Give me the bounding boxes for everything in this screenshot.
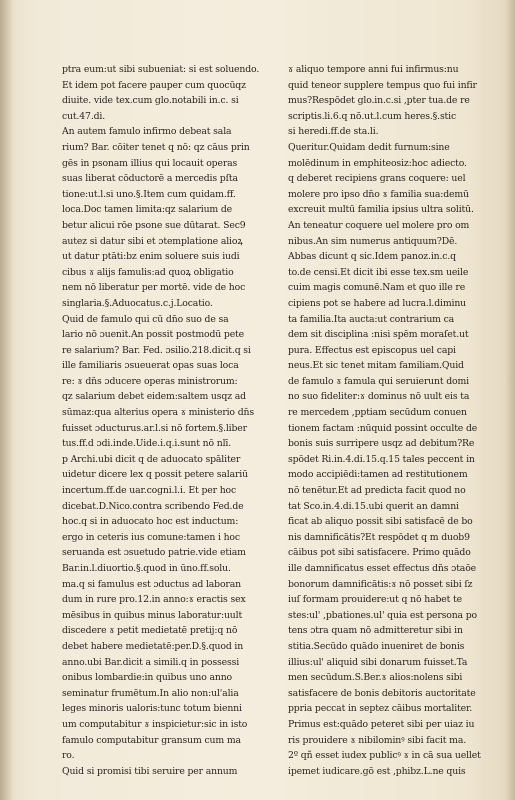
text-line: anno.ubi Bar.dicit a simili.q in possessi — [62, 656, 240, 668]
text-line: seminatur frumētum.In alio non:ul'alia — [62, 687, 239, 699]
text-line: seruanda est ɔsuetudo patrie.vide etiam — [62, 547, 246, 559]
text-line: debet habere medietatē:per.D.§.quod in — [62, 640, 244, 652]
text-line: autez si datur sibi et ɔtemplatione alioꝝ — [62, 235, 243, 247]
text-line: Et idem pot facere pauper cum quocūqz — [62, 79, 246, 91]
text-line: ro. — [62, 750, 75, 762]
text-line: scriptis.li.6.q nō.ut.l.cum heres.§.stic — [288, 110, 457, 122]
text-line: Abbas dicunt q sic.Idem panoz.in.c.q — [288, 251, 456, 263]
page-left-edge-shadow — [0, 0, 14, 800]
text-line: spōdet Ri.in.4.di.15.q.15 tales peccent in — [288, 453, 475, 465]
text-line: sūmaz:qua alterius opera ɤ ministerio dn̄s — [62, 407, 254, 419]
text-line: cāibus pot sibi satisfacere. Primo quādo — [288, 547, 471, 559]
text-line: cut.47.di. — [62, 110, 106, 122]
text-line: modo accipiēdi:tamen ad restitutionem — [288, 469, 468, 481]
text-line: de famulo ɤ famula qui seruierunt domi — [288, 375, 469, 387]
text-line: p Archi.ubi dicit q de aduocato spāliter — [62, 453, 241, 465]
text-line: mēsibus in quibus minus laboratur:uult — [62, 609, 243, 621]
text-line: nem nō liberatur per mortē. vide de hoc — [62, 282, 246, 294]
text-line: ille familiaris ɔsueuerat opas suas loca — [62, 360, 239, 372]
text-line: cibus ɤ alijs famulis:ad quoꝝ obligatio — [62, 266, 234, 278]
text-line: nibus.An sim numerus antiquum?Dē. — [288, 235, 458, 247]
text-line: no suo fideliter:ɤ dominus nō uult eis ta — [288, 391, 470, 403]
text-line: tens ɔtra quam nō admitteretur sibi in — [288, 625, 463, 637]
text-line: famulo computabitur gransum cum ma — [62, 734, 241, 746]
text-line: quid teneor supplere tempus quo fui infir — [288, 79, 477, 91]
text-line: molēdinum in emphiteosiz:hoc adiecto. — [288, 157, 467, 169]
text-line: Queritur.Quidam dedit furnum:sine — [288, 141, 450, 153]
text-line: men secūdum.S.Ber.ɤ alios:nolens sibi — [288, 672, 463, 684]
text-line: cuim magis comunē.Nam et quo ille re — [288, 282, 466, 294]
text-line: ficat ab aliquo possit sibi satisfacē de bo — [288, 516, 473, 528]
text-line: excreuit multū familia ipsius ultra solitū. — [288, 204, 474, 216]
text-line: ma.q si famulus est ɔductus ad laboran — [62, 578, 241, 590]
text-line: Bar.in.l.diuortio.§.quod in ūno.ff.solu. — [62, 563, 231, 574]
text-line: An autem famulo infirmo debeat sala — [62, 126, 232, 138]
text-line: incertum.ff.de uar.cogni.l.i. Et per hoc — [62, 485, 237, 497]
text-line: mus?Respōdet glo.in.c.si ,pter tua.de re — [288, 95, 470, 107]
text-line: qz salarium debet eidem:saltem usqz ad — [62, 391, 246, 403]
right-text-column — [288, 62, 502, 779]
text-line: q deberet recipiens grans coquere: uel — [288, 173, 466, 185]
text-line: Primus est:quādo peteret sibi per uiaz iu — [288, 718, 475, 730]
text-line: betur alicui rōe psone sue dūtarat. Sec9 — [62, 219, 246, 231]
text-line: um computabitur ɤ inspicietur:sic in isto — [62, 718, 248, 730]
text-line: neus.Et sic tenet mitam familiam.Quid — [288, 360, 464, 372]
text-line: loca.Doc tamen limita:qz salarium de — [62, 204, 233, 216]
text-line: Quid si promisi tibi seruire per annum — [62, 765, 238, 777]
text-line: ut datur ptāti:bz enim soluere suis iudi — [62, 251, 240, 263]
text-line: tione:ut.l.si uno.§.Item cum quidam.ff. — [62, 188, 236, 200]
text-line: An teneatur coquere uel molere pro om — [288, 219, 470, 231]
text-line: bonorum damnificātis:ɤ nō posset sibi ſz — [288, 578, 473, 590]
text-line: 2º qñ esset iudex publicꝰ ɤ in cā sua uellet — [288, 750, 481, 762]
text-line: re: ɤ dn̄s ɔducere operas ministrorum: — [62, 375, 238, 387]
text-line: onibus lombardie:in quibus uno anno — [62, 672, 232, 684]
text-line: lario nō ɔuenit.An possit postmodū pete — [62, 329, 244, 341]
text-line: stes:ul' ,pbationes.ul' quia est persona po — [288, 609, 478, 621]
text-line: tionem factam :nūquid possint occulte de — [288, 422, 478, 434]
text-line: rium? Bar. cōiter tenet q nō: qz cāus prin — [62, 141, 250, 153]
text-line: nō tenētur.Et ad predicta facit quod no — [288, 485, 466, 497]
text-line: fuisset ɔducturus.ar.l.si nō fortem.§.liber — [62, 422, 247, 434]
text-line: dem sit disciplina :nisi spēm moraſet.ut — [288, 329, 469, 341]
text-line: dum in rure pro.12.in anno:ɤ eractis sex — [62, 594, 246, 606]
text-line: re mercedem ,pptiam secūdum conuen — [288, 407, 467, 419]
page-right-edge-shadow — [505, 0, 515, 800]
text-line: re salarium? Bar. Fed. ɔsilio.218.dicit.q si — [62, 344, 251, 356]
text-line: bonis suis surripere usqz ad debitum?Re — [288, 438, 475, 450]
left-text-column — [62, 62, 284, 779]
text-line: dicebat.D.Nico.contra scribendo Fed.de — [62, 500, 244, 512]
text-line: ipemet iudicare.gō est ,phibz.L.ne quis — [288, 765, 466, 777]
text-line: illius:ul' aliquid sibi donarum fuisset.Ta — [288, 656, 468, 668]
text-line: pura. Effectus est episcopus uel capi — [288, 344, 456, 356]
text-line: to.de censi.Et dicit ibi esse tex.sm ueile — [288, 266, 469, 278]
text-line: tat Sco.in.4.di.15.ubi querit an damni — [288, 500, 459, 512]
text-line: discedere ɤ petit medietatē pretij:q nō — [62, 625, 238, 637]
text-line: Quid de famulo qui cū dn̄o suo de sa — [62, 313, 229, 325]
text-line: diuite. vide tex.cum glo.notabili in.c. si — [62, 95, 239, 107]
text-line: molere pro ipso dn̄o ɤ familia sua:demū — [288, 188, 469, 200]
text-line: leges minoris ualoris:tunc totum bienni — [62, 703, 242, 715]
text-line: ppria peccat in septez cāibus mortaliter. — [288, 703, 473, 715]
text-line: uidetur dicere lex q possit petere salariū — [62, 469, 248, 481]
text-line: cipiens pot se habere ad lucra.l.diminu — [288, 297, 466, 309]
text-line: hoc.q si in aduocato hoc est inductum: — [62, 516, 239, 528]
text-line: suas liberat cōductorē a mercedis pſta — [62, 173, 238, 185]
text-line: iuſ formam prouidere:ut q nō habet te — [288, 594, 462, 606]
text-line: stitia.Secūdo quādo inueniret de bonis — [288, 640, 465, 652]
text-line: nis damnificātis?Et respōdet q m duob9 — [288, 531, 470, 543]
text-line: ergo in ceteris ius comune:tamen i hoc — [62, 531, 240, 543]
text-line: ta familia.Ita aucta:ut contrarium ca — [288, 313, 455, 325]
text-line: singlaria.§.Aduocatus.c.j.Locatio. — [62, 297, 213, 309]
text-line: gēs in psonam illius qui locauit operas — [62, 157, 238, 169]
text-line: ille damnificatus esset effectus dn̄s ɔtaōe — [288, 563, 476, 574]
text-line: ris prouidere ɤ nibilominꝰ sibi facit ma. — [288, 734, 467, 746]
text-line: tus.ff.d ɔdi.inde.Uide.i.q.i.sunt nō nlī. — [62, 438, 232, 450]
text-line: ptra eum:ut sibi subueniat: si est soluendo. — [62, 64, 260, 75]
text-line: satisfacere de bonis debitoris auctoritate — [288, 687, 476, 699]
text-line: si heredi.ff.de sta.li. — [288, 126, 379, 138]
text-line: ɤ aliquo tempore anni fui infirmus:nu — [288, 64, 459, 75]
